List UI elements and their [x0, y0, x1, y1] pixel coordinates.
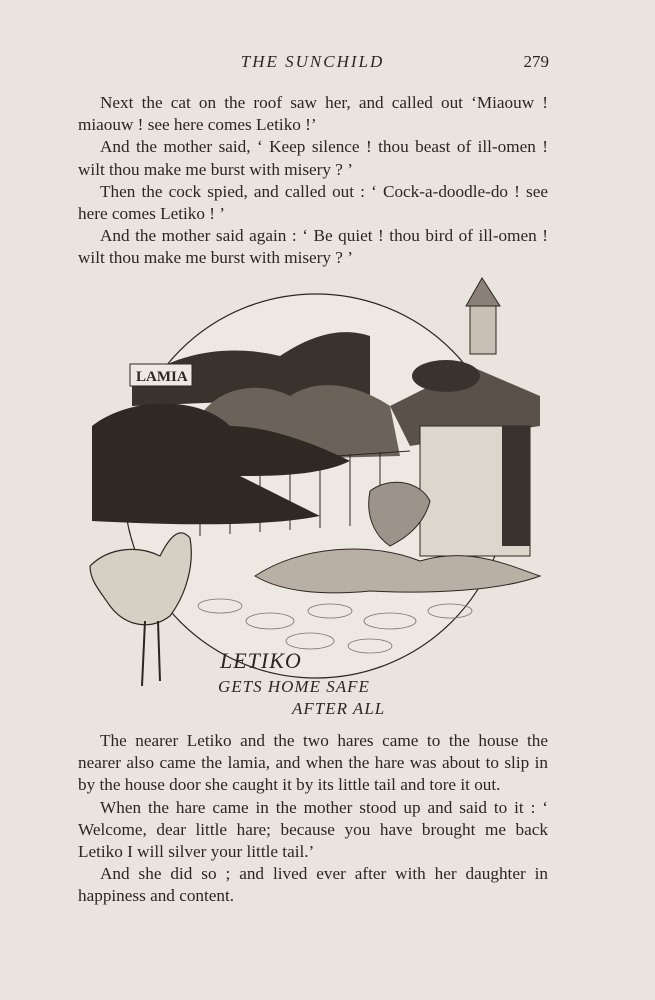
paragraph: And the mother said, ‘ Keep silence ! thou beast of ill-omen ! wilt thou make me burst with misery ? ’	[78, 137, 548, 179]
illustration	[70, 276, 550, 718]
paragraph: And the mother said again : ‘ Be quiet ! thou bird of ill-omen ! wilt thou make me burst with misery ? ’	[78, 226, 548, 268]
bottom-text-block	[78, 730, 548, 908]
top-text-block	[78, 92, 548, 270]
paragraph: The nearer Letiko and the two hares came to the house the nearer also came the lamia, and when the hare was about to slip in by the house door she caught it by its little tail and tore it out.	[78, 731, 548, 795]
chimney	[466, 278, 500, 306]
cat-on-roof	[412, 360, 480, 392]
rooster-leg	[142, 621, 145, 686]
page-number: 279	[523, 52, 549, 71]
running-head	[78, 52, 547, 74]
running-title: THE SUNCHILD	[240, 52, 385, 71]
caption-line2: GETS HOME SAFE	[218, 677, 370, 696]
paragraph: And she did so ; and lived ever after with her daughter in happiness and content.	[78, 864, 548, 906]
lamia-banner-label: LAMIA	[136, 369, 188, 385]
paragraph: Next the cat on the roof saw her, and called out ‘Miaouw ! miaouw ! see here comes Letiko !’	[78, 93, 548, 135]
illustration-drawing	[70, 276, 550, 718]
caption-line3: AFTER ALL	[292, 699, 386, 718]
caption-line1: LETIKO	[220, 648, 302, 673]
rooster-leg	[158, 621, 160, 681]
paragraph: When the hare came in the mother stood up and said to it : ‘ Welcome, dear little hare; because you have brought me back Letiko I will silver your little tail.’	[78, 797, 548, 862]
house-door	[502, 426, 530, 546]
chimney-stack	[470, 306, 496, 354]
paragraph: Then the cock spied, and called out : ‘ Cock-a-doodle-do ! see here comes Letiko ! ’	[78, 181, 548, 224]
